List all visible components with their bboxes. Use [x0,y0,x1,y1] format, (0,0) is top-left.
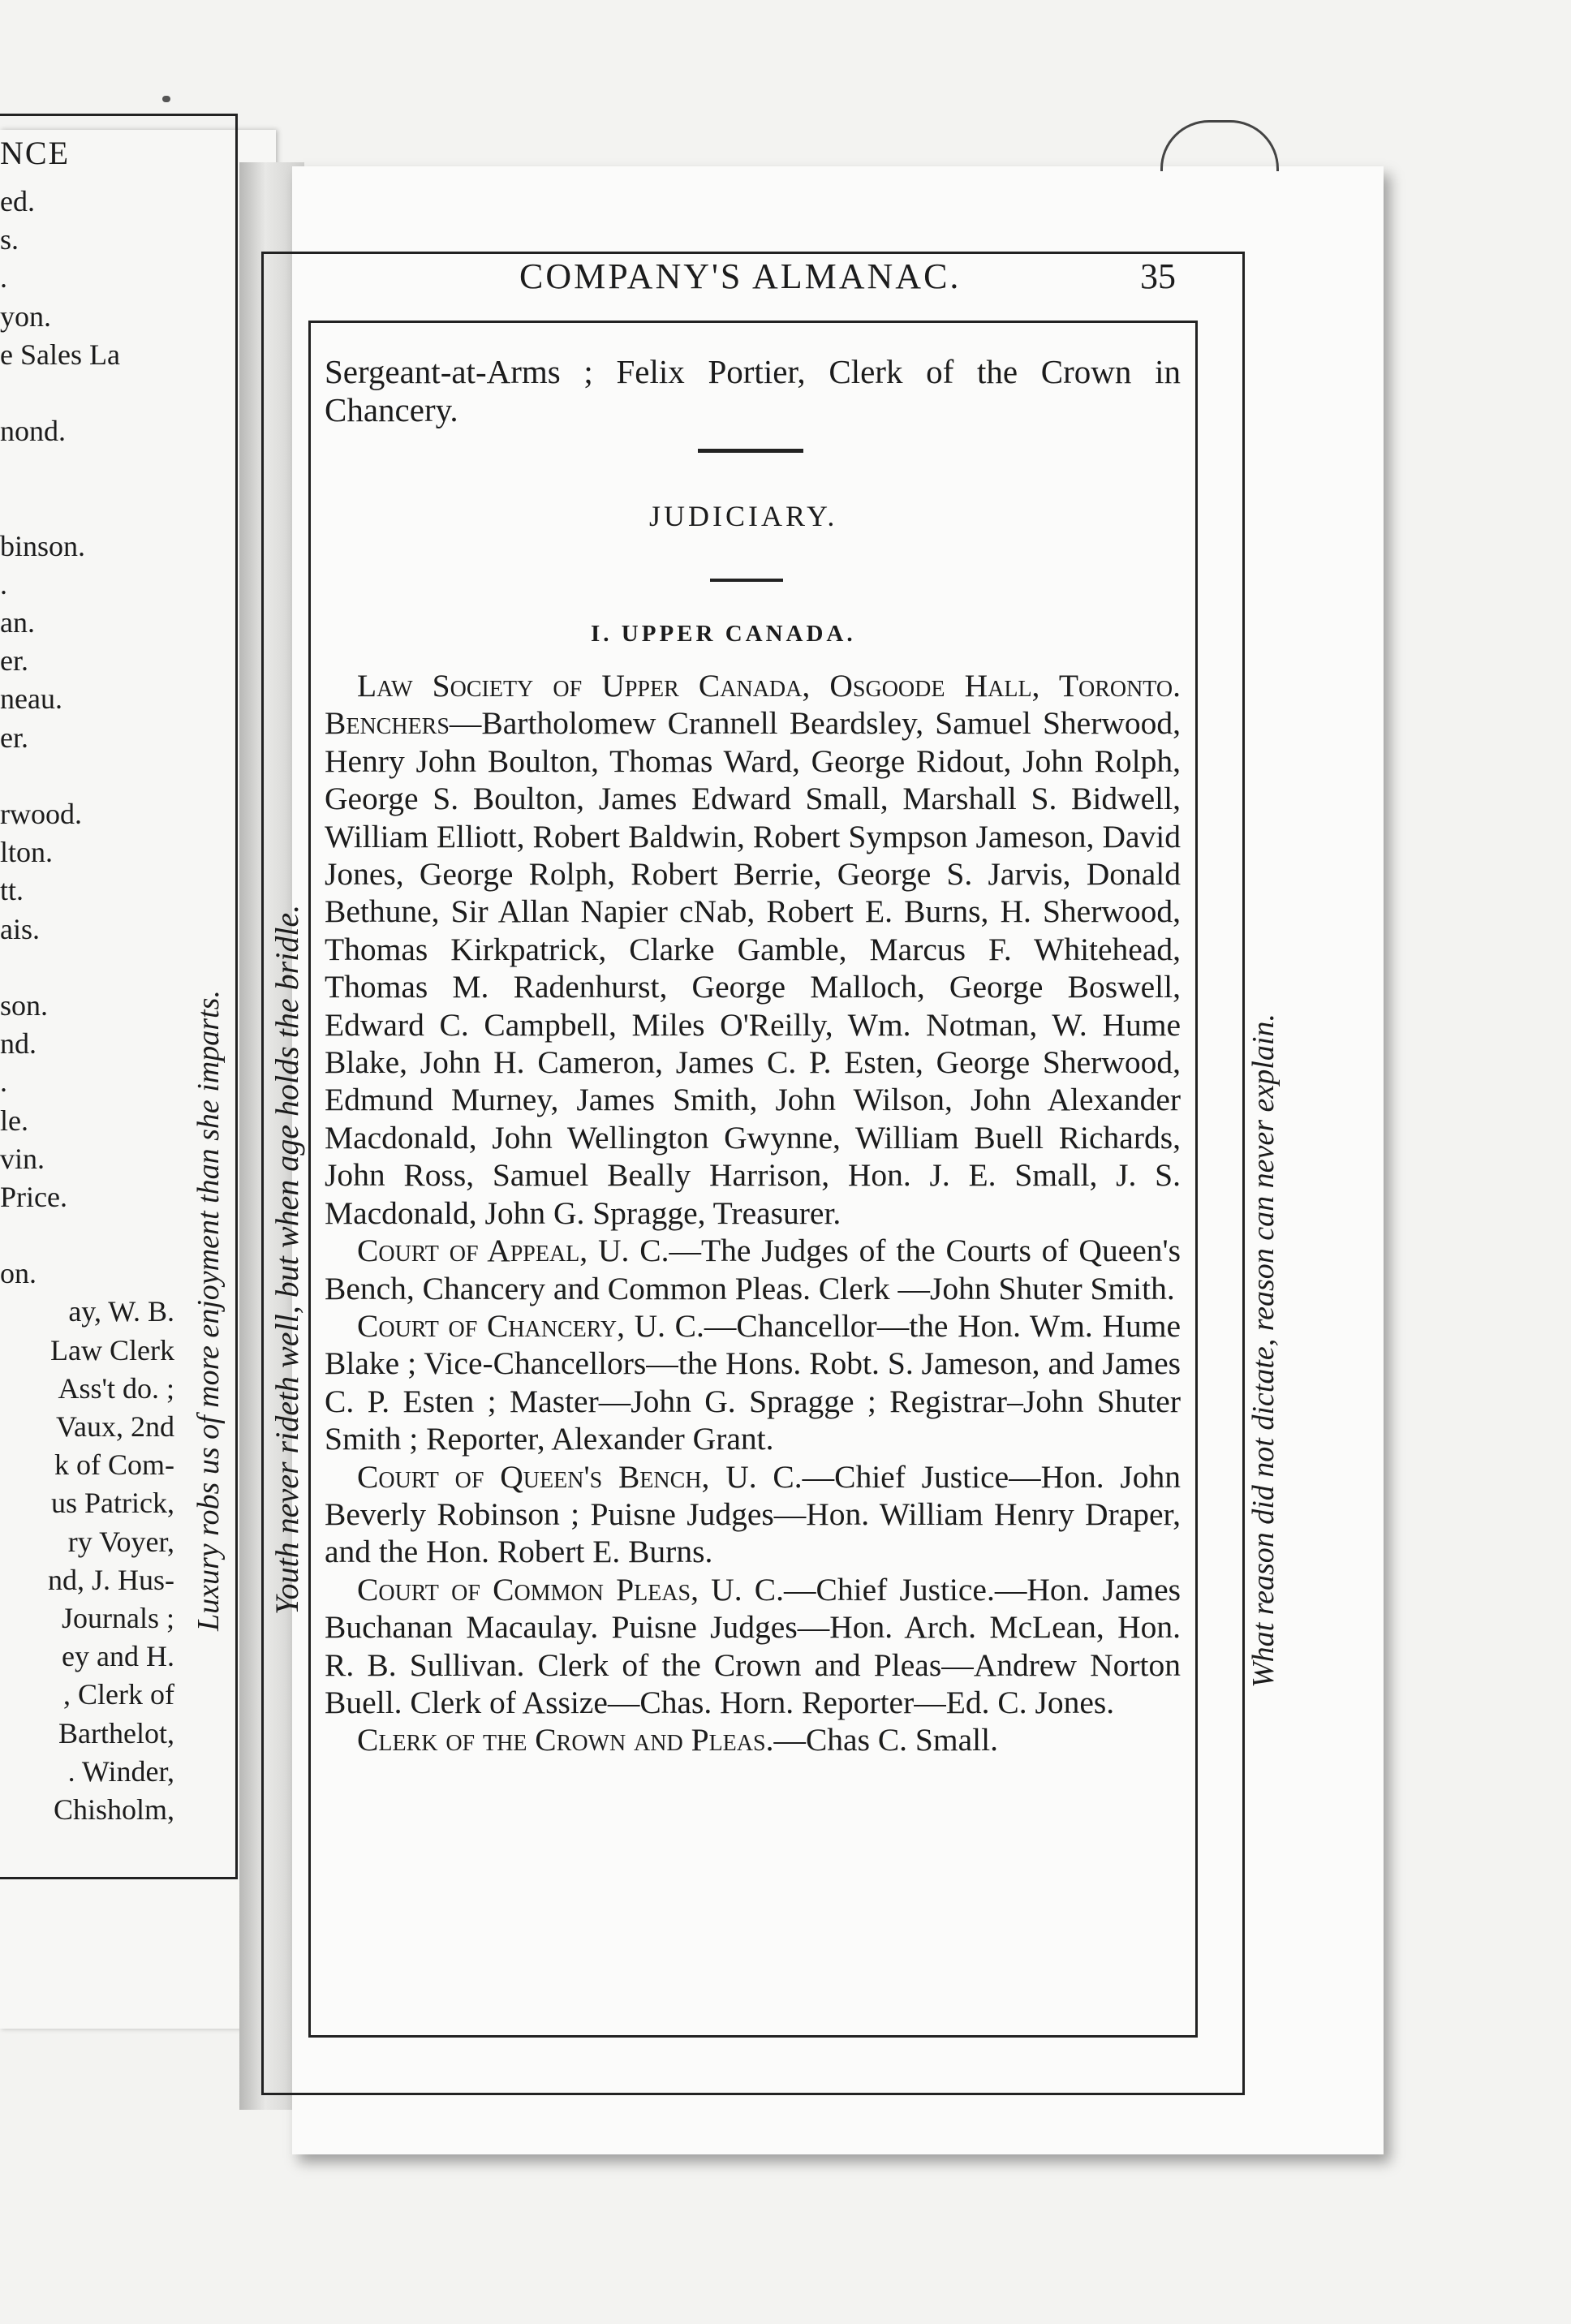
entry-text: U. C.—Chief Justice.—Hon. James Buchanan Macaulay. Puisne Judges—Hon. Arch. McLean, Hon. R. B. Sullivan. Clerk of the Crown and Pleas—Andrew Norton Buell. Clerk of Assize—Chas. Horn. Reporter—Ed. C. Jones. [325,1571,1181,1720]
left-page-line: on. [0,1257,37,1290]
left-page-line: le. [0,1104,28,1137]
entry-law-society [325,667,1181,1232]
left-page-line: . [0,567,7,600]
entry-queens-bench [325,1458,1181,1571]
entry-heading: Law Society of Upper Canada, Osgoode Hall, Toronto. Benchers [325,668,1181,742]
entry-heading: Court of Common Pleas, [357,1571,699,1607]
left-page-line [0,757,174,795]
left-page-line: s. [0,223,19,256]
entry-text: U. C.—Chief Justice—Hon. John Beverly Robinson ; Puisne Judges—Hon. William Henry Draper, and the Hon. Robert E. Burns. [325,1458,1181,1570]
opening-text: Sergeant-at-Arms ; Felix Portier, Clerk of the Crown in Chancery. [325,353,1181,428]
left-page-line [0,450,174,488]
left-page-line: . Winder, [67,1754,174,1788]
page-number: 35 [1140,256,1176,296]
left-page-line: lton. [0,836,54,869]
left-page-line [0,374,174,412]
section-title: JUDICIARY. [649,500,838,532]
left-page-line: . [0,1065,7,1099]
bookmark-ribbon [1160,120,1279,171]
left-page-line: rwood. [0,798,82,830]
ink-speck [162,96,170,102]
left-page-line: tt. [0,874,24,907]
left-page-line: Ass't do. ; [58,1371,174,1405]
left-page-line: neau. [0,682,62,716]
left-page-line: Journals ; [62,1601,174,1634]
judiciary-entries [325,667,1181,1759]
left-page-line: nond. [0,415,66,448]
left-page-line: Barthelot, [58,1716,174,1749]
entry-text: U. C.—The Judges of the Courts of Queen's Bench, Chancery and Common Pleas. Clerk —John Shuter Smith. [325,1233,1181,1306]
left-margin-motto: Luxury robs us of more enjoyment than she imparts. [192,990,226,1631]
entry-heading: Court of Chancery, [357,1307,625,1344]
left-page-line: ry Voyer, [67,1525,174,1558]
left-page-line: us Patrick, [51,1487,174,1520]
left-page-line: son. [0,988,49,1022]
entry-court-of-chancery [325,1307,1181,1458]
entry-heading: Court of Queen's Bench, [357,1458,710,1495]
outer-margin-motto: What reason did not dictate, reason can never explain. [1246,1014,1280,1688]
left-page-line [0,489,174,527]
left-page-line: an. [0,606,35,639]
left-page-line: , Clerk of [63,1678,174,1711]
left-page-line: binson. [0,529,86,562]
left-page-line: ay, W. B. [68,1295,174,1328]
left-page-line: Chisholm, [53,1792,174,1826]
left-page-line: er. [0,644,28,678]
entry-heading: Court of Appeal, [357,1233,588,1269]
left-page-line: e Sales La [0,338,120,371]
left-page-line: Vaux, 2nd [56,1410,174,1443]
left-page-line [0,1216,174,1255]
left-page-line: nd, J. Hus- [47,1563,174,1596]
left-page-line: yon. [0,299,51,333]
entry-text: U. C.—Chancellor—the Hon. Wm. Hume Blake ; Vice-Chancellors—the Hons. Robt. S. Jameson, and James C. P. Esten ; Master—John G. Spragge ; Registrar–John Shuter Smith ; Reporter, Alexander Grant. [325,1307,1181,1457]
entry-common-pleas [325,1571,1181,1722]
section-rule [698,449,803,453]
left-page-line: Law Clerk [50,1333,174,1366]
entry-text: —Chas C. Small. [773,1722,998,1758]
subsection-title: I. UPPER CANADA. [591,621,856,647]
left-page-line: k of Com- [54,1448,174,1482]
left-page-line: Price. [0,1180,67,1213]
entry-heading: Clerk of the Crown and Pleas. [357,1722,774,1758]
left-page-line: ais. [0,912,40,945]
section-rule-short [710,579,783,582]
left-running-head: NCE [0,135,70,171]
left-page-line: ed. [0,185,35,217]
left-page-line: nd. [0,1027,37,1061]
left-page-line: vin. [0,1142,45,1175]
left-page-line: ey and H. [62,1640,174,1673]
entry-clerk-of-crown [325,1721,1181,1758]
left-page-line: er. [0,721,28,754]
entry-text: —Bartholomew Crannell Beardsley, Samuel Sherwood, Henry John Boulton, Thomas Ward, George Ridout, John Rolph, George S. Boulton, James Edward Small, Marshall S. Bidwell, William Elliott, Robert Baldwin, Robert Sympson Jameson, David Jones, George Rolph, Robert Berrie, George S. Jarvis, Donald Bethune, Sir Allan Napier cNab, Robert E. Burns, H. Sherwood, Thomas Kirkpatrick, Clarke Gamble, Marcus F. Whitehead, Thomas M. Radenhurst, George Malloch, George Boswell, Edward C. Campbell, Miles O'Reilly, Wm. Notman, W. Hume Blake, John H. Cameron, James C. P. Esten, George Sherwood, Edmund Murney, James Smith, John Wilson, John Alexander Macdonald, John Wellington Gwynne, William Buell Richards, John Ross, Samuel Beally Harrison, Hon. J. E. Small, J. S. Macdonald, John G. Spragge, Treasurer. [325,705,1181,1231]
entry-court-of-appeal [325,1232,1181,1307]
left-page-text [0,183,174,1829]
left-page-line [0,949,174,987]
left-page-line: . [0,261,7,295]
inner-margin-motto: Youth never rideth well, but when age holds the bridle. [269,904,305,1615]
running-head: COMPANY'S ALMANAC. [519,256,962,296]
